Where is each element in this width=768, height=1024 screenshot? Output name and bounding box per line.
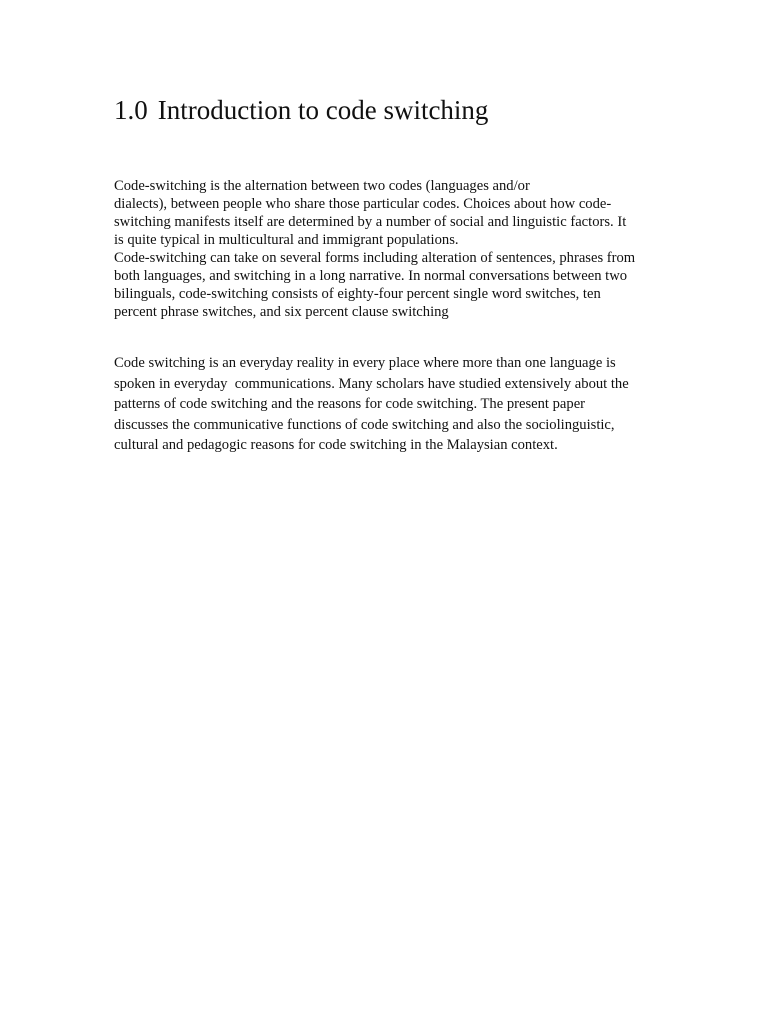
paragraph-line: cultural and pedagogic reasons for code switching in the Malaysian context. xyxy=(114,437,558,453)
paragraph-line: is quite typical in multicultural and immigrant populations. xyxy=(114,232,459,248)
paragraph-line: patterns of code switching and the reasons for code switching. The present paper xyxy=(114,396,586,412)
section-heading xyxy=(114,92,488,128)
paragraph-line: bilinguals, code-switching consists of eighty-four percent single word switches, ten xyxy=(114,286,601,302)
section-title: Introduction to code switching xyxy=(157,95,489,125)
paragraph-line: dialects), between people who share those particular codes. Choices about how code- xyxy=(114,196,612,212)
paragraph-line: percent phrase switches, and six percent clause switching xyxy=(114,304,449,320)
paragraph-line: Code-switching can take on several forms including alteration of sentences, phrases from xyxy=(114,250,636,266)
paragraph-line: spoken in everyday communications. Many scholars have studied extensively about the xyxy=(114,375,629,392)
paragraph-line: Code switching is an everyday reality in every place where more than one language is xyxy=(114,355,616,371)
section-number: 1.0 xyxy=(114,95,148,125)
intro-paragraph-2 xyxy=(114,353,674,456)
paragraph-line: switching manifests itself are determined by a number of social and linguistic factors. It xyxy=(114,214,627,230)
paragraph-line: both languages, and switching in a long narrative. In normal conversations between two xyxy=(114,268,628,284)
intro-paragraph-1 xyxy=(114,177,674,321)
paragraph-line: discusses the communicative functions of code switching and also the sociolinguistic, xyxy=(114,416,615,433)
paragraph-line: Code-switching is the alternation between two codes (languages and/or xyxy=(114,178,530,194)
